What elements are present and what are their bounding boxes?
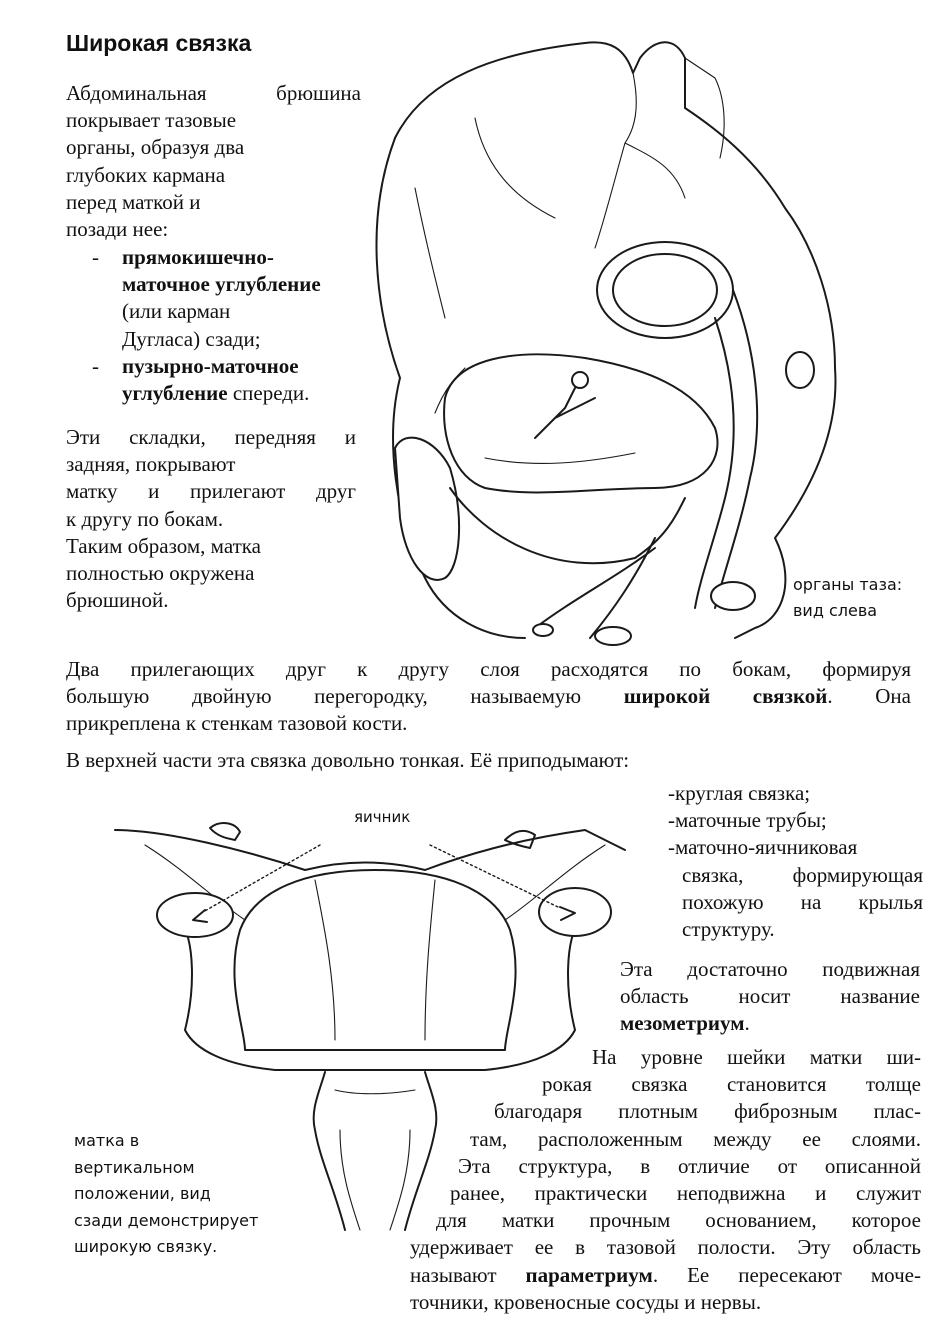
lifters-list [668,780,923,943]
list-item: -маточные трубы; [668,808,827,833]
parametrium-paragraph [410,1044,921,1316]
two-layers-paragraph [66,656,911,738]
body-text: называют [410,1262,526,1287]
vessel-end [595,627,631,645]
pocket-term: маточное углубление [122,272,321,297]
cervix-fold [335,1090,415,1094]
pelvis-illustration [355,18,940,658]
body-line: удерживает ее в тазовой полости. Эту область [410,1235,921,1260]
body-line: там, расположенным между ее слоями. [470,1126,921,1151]
intro-line: Абдоминальная брюшина [66,81,361,105]
cervix-fold [390,1130,410,1230]
list-item: связка, формирующая [682,862,923,887]
caption-line: вертикальном [74,1157,195,1177]
pelvis-outline [395,42,835,638]
list-item: похожую на крылья [682,889,923,914]
broad-ligament-term: широкой связкой [623,684,828,709]
folds-line: брюшиной. [66,588,169,613]
body-line: точники, кровеносные сосуды и нервы. [410,1289,762,1314]
page-title: Широкая связка [66,30,252,56]
intro-paragraph [66,80,361,243]
body-line: благодаря плотным фиброзным плас- [494,1099,921,1124]
folds-line: к другу по бокам. [66,506,224,531]
ligament-top-edge [115,830,625,870]
ovary-label: яичник [354,808,411,826]
folds-line: задняя, покрывают [66,452,236,477]
vessel [535,548,655,628]
body-line: Два прилегающих друг к другу слоя расходятся по бокам, формируя [66,657,911,681]
list-dash: - [92,245,99,269]
pocket-term: прямокишечно- [122,245,274,269]
vessel [590,538,655,638]
folds-line: полностью окружена [66,561,255,586]
mesometrium-paragraph [620,956,920,1038]
body-text: . [744,1011,750,1036]
caption-line: сзади демонстрирует [74,1210,259,1230]
body-line: рокая связка становится толще [542,1072,921,1097]
list-item [92,244,362,353]
intro-line: перед маткой и [66,189,201,214]
body-line: ранее, практически неподвижна и служит [450,1181,921,1206]
caption-line: широкую связку. [74,1237,218,1256]
body-line: В верхней части эта связка довольно тонкая. Её приподымают: [66,748,630,772]
parametrium-term: параметриум [525,1262,653,1287]
body-text: . Она [827,684,911,709]
body-line: Эта достаточно подвижная [620,957,920,981]
colon-section [597,242,733,338]
body-line: для матки прочным основанием, которое [436,1208,921,1233]
sacrum-line [685,58,724,158]
iliac-line [475,118,555,218]
pocket-note: (или карман [122,299,231,324]
folds-paragraph [66,424,356,614]
foramen [786,352,814,388]
pocket-term: углубление [122,381,228,406]
vessel-end [533,624,553,636]
list-item: структуру. [682,917,775,942]
mesometrium-term: мезометриум [620,1011,745,1036]
body-line: прикреплена к стенкам тазовой кости. [66,711,408,736]
sacrum-line [595,143,625,248]
pockets-list [92,244,362,407]
caption-line: положении, вид [74,1184,211,1203]
list-dash: - [92,353,99,378]
intro-line: органы, образуя два [66,135,245,160]
uterus-caption [74,1128,258,1261]
uterus-body [234,870,515,1050]
caption-line: вид слева [793,601,878,620]
list-item [92,353,362,407]
body-text: большую двойную перегородку, называемую [66,684,624,709]
sacrum-line [625,73,685,198]
pelvis-caption [793,572,902,624]
list-item: -круглая связка; [668,781,811,805]
body-line: На уровне шейки матки ши- [592,1045,921,1069]
iliac-line [415,188,445,318]
intro-line: глубоких кармана [66,162,226,187]
cervix [314,1072,345,1230]
cervix-fold [340,1130,360,1230]
ovary-left [157,893,233,937]
bladder [395,438,459,580]
round-ligament [210,823,240,840]
pocket-note: Дугласа) сзади; [122,326,261,351]
body-text: . Ее пересекают моче- [652,1262,921,1287]
folds-line: Эти складки, передняя и [66,425,356,449]
folds-line: матку и прилегают друг [66,479,356,504]
ovary-knob [572,372,588,388]
caption-line: органы таза: [793,575,903,594]
body-line: область носит название [620,984,920,1009]
intro-line: позади нее: [66,217,169,242]
folds-line: Таким образом, матка [66,533,261,558]
rectum-end [711,582,755,610]
upper-part-sentence [66,747,629,774]
body-line: Эта структура, в отличие от описанной [458,1153,921,1178]
pocket-note: спереди. [227,381,310,406]
intro-line: покрывает тазовые [66,108,237,133]
caption-line: матка в [74,1131,140,1150]
pocket-term: пузырно-маточное [122,353,299,378]
list-item: -маточно-яичниковая [668,835,858,860]
